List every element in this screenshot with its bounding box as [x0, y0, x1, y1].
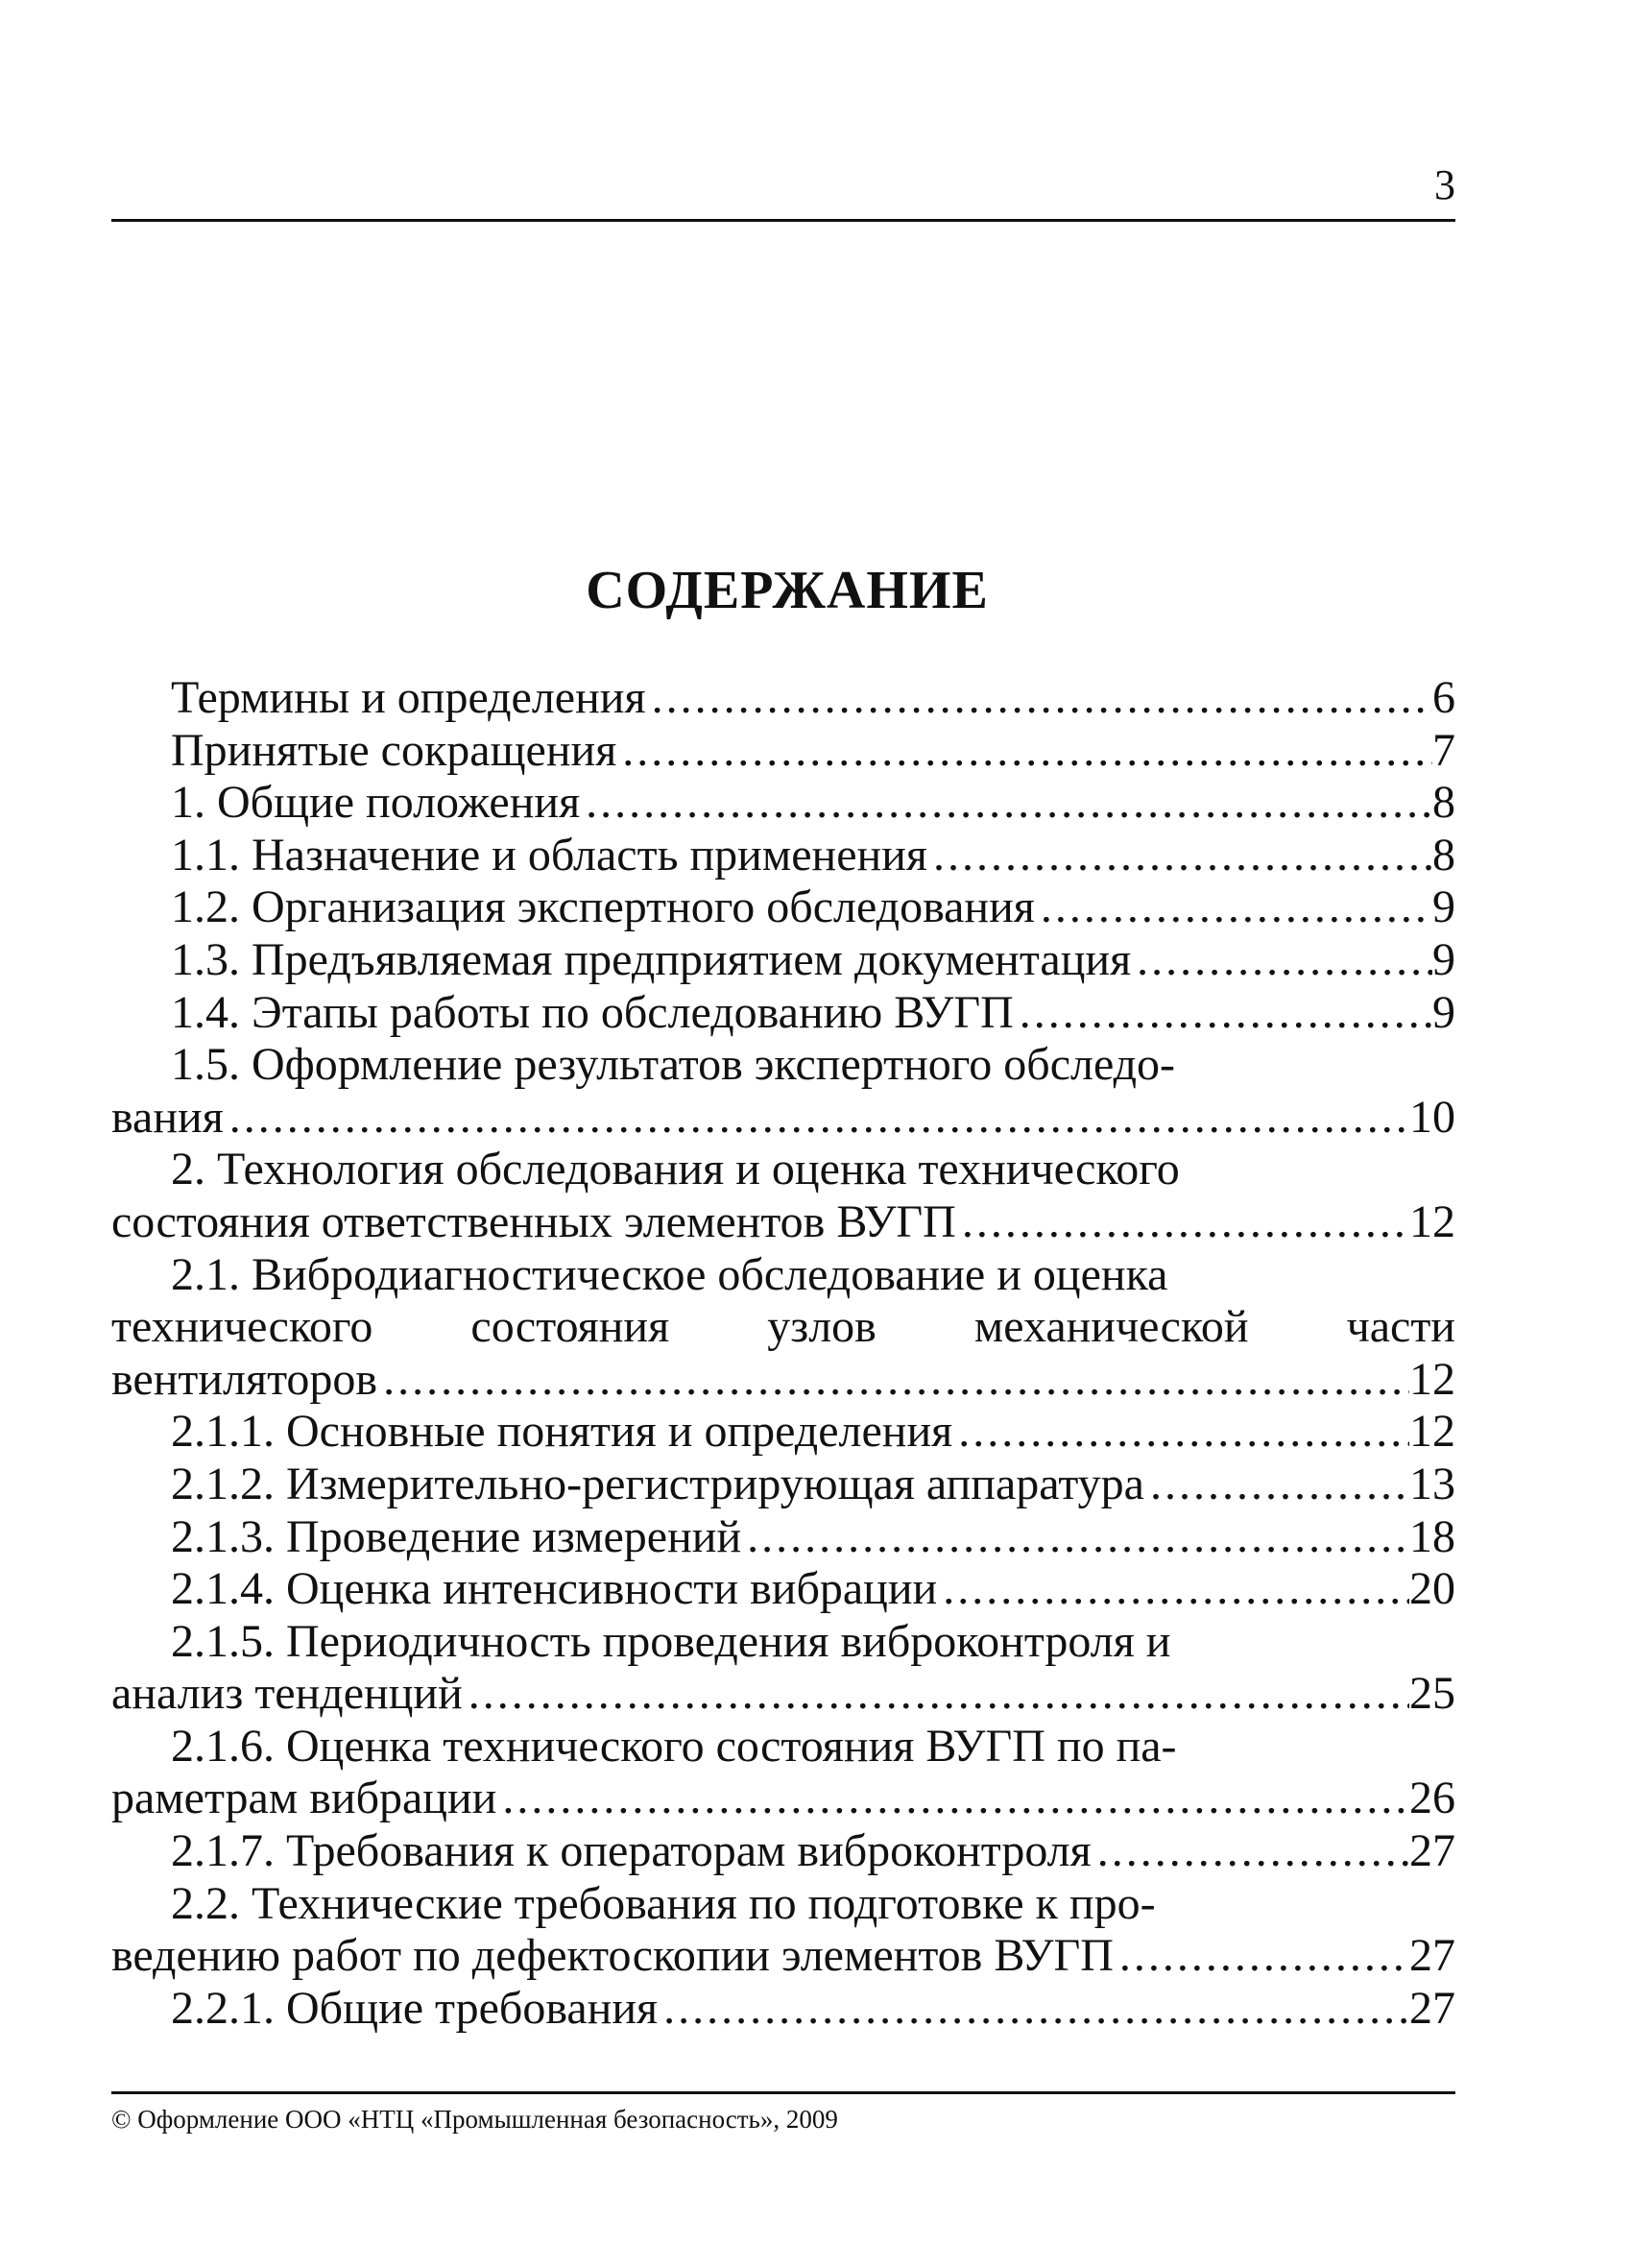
- toc-leader-dots: [377, 1354, 1409, 1407]
- page-title: СОДЕРЖАНИЕ: [586, 561, 989, 620]
- toc-entry[interactable]: [111, 1196, 1455, 1249]
- page-header: [111, 161, 1455, 222]
- toc-leader-dots: [1092, 1825, 1409, 1878]
- toc-leader-dots: [956, 1196, 1409, 1249]
- toc-entry-page: 8: [1432, 777, 1455, 829]
- toc-entry-continued[interactable]: [111, 1616, 1455, 1669]
- toc-entry-text: 2.1. Вибродиагностическое обследование и оценка: [171, 1248, 1168, 1300]
- toc-entry-text: 2.1.5. Периодичность проведения виброконтроля и: [171, 1615, 1171, 1667]
- toc-entry-page: 13: [1409, 1458, 1455, 1509]
- page-footer: [111, 2091, 1455, 2138]
- toc-entry-text: Принятые сокращения: [171, 724, 617, 776]
- toc-entry-page: 6: [1432, 672, 1455, 723]
- toc-entry-page: 20: [1409, 1563, 1455, 1615]
- toc-entry-page: 18: [1409, 1510, 1455, 1562]
- toc-entry-text: 1. Общие положения: [171, 777, 581, 829]
- toc-entry[interactable]: [111, 1773, 1455, 1825]
- toc-entry-text: раметрам вибрации: [111, 1773, 497, 1824]
- toc-entry-text: 2.1.4. Оценка интенсивности вибрации: [171, 1563, 938, 1615]
- toc-leader-dots: [1035, 881, 1432, 934]
- toc-entry[interactable]: [111, 1406, 1455, 1459]
- toc-entry-text: 2. Технология обследования и оценка технического: [171, 1144, 1180, 1195]
- toc-entry[interactable]: [111, 1092, 1455, 1145]
- toc-leader-dots: [927, 830, 1432, 882]
- toc-entry-text: вентиляторов: [111, 1353, 378, 1405]
- toc-entry-continued[interactable]: [111, 1878, 1455, 1931]
- toc-entry-text: ведению работ по дефектоскопии элементов ВУГП: [111, 1930, 1114, 1982]
- toc-entry[interactable]: [111, 1354, 1455, 1407]
- toc-entry-page: 9: [1432, 986, 1455, 1038]
- toc-leader-dots: [952, 1406, 1409, 1459]
- toc-entry-page: 26: [1409, 1773, 1455, 1824]
- toc-entry[interactable]: [111, 987, 1455, 1040]
- toc-entry-text: 2.1.1. Основные понятия и определения: [171, 1406, 953, 1458]
- toc-entry[interactable]: [111, 881, 1455, 934]
- toc-entry-continued[interactable]: [111, 1039, 1455, 1092]
- toc-leader-dots: [224, 1092, 1409, 1145]
- toc-entry[interactable]: [111, 1459, 1455, 1511]
- toc-entry-continued[interactable]: [111, 1301, 1455, 1354]
- toc-entry-page: 27: [1409, 1825, 1455, 1877]
- toc-leader-dots: [1144, 1459, 1409, 1511]
- toc-entry[interactable]: [111, 830, 1455, 882]
- toc-entry-page: 12: [1409, 1195, 1455, 1247]
- toc-entry-page: 9: [1432, 881, 1455, 933]
- toc-entry-text: 2.1.2. Измерительно-регистрирующая аппаратура: [171, 1458, 1144, 1509]
- toc-entry[interactable]: [111, 934, 1455, 987]
- toc-entry-page: 7: [1432, 724, 1455, 776]
- toc-entry-text: состояния ответственных элементов ВУГП: [111, 1195, 956, 1247]
- toc-entry[interactable]: [111, 725, 1455, 778]
- toc-entry-text: 1.5. Оформление результатов экспертного обследо-: [171, 1039, 1176, 1091]
- toc-leader-dots: [1014, 987, 1432, 1040]
- toc-entry-page: 27: [1409, 1982, 1455, 2034]
- toc-entry-text: 2.2.1. Общие требования: [171, 1982, 659, 2034]
- toc-entry[interactable]: [111, 1511, 1455, 1564]
- toc-entry-text: 1.3. Предъявляемая предприятием документация: [171, 933, 1132, 985]
- toc-entry-text: 1.1. Назначение и область применения: [171, 829, 927, 881]
- toc-leader-dots: [658, 1983, 1409, 2036]
- page-number: 3: [1434, 161, 1455, 208]
- toc-entry-page: 27: [1409, 1930, 1455, 1982]
- toc-entry-page: 8: [1432, 829, 1455, 881]
- toc-entry[interactable]: [111, 1930, 1455, 1983]
- toc-entry[interactable]: [111, 672, 1455, 725]
- toc-leader-dots: [580, 777, 1432, 830]
- toc-entry-text: Термины и определения: [171, 672, 646, 723]
- toc-entry-page: 12: [1409, 1406, 1455, 1458]
- toc-entry-text: 2.2. Технические требования по подготовке к про-: [171, 1877, 1156, 1929]
- copyright-notice: © Оформление ООО «НТЦ «Промышленная безопасность», 2009: [111, 2105, 838, 2134]
- toc-entry[interactable]: [111, 777, 1455, 830]
- toc-entry-text: технического состояния узлов механической части: [111, 1301, 1455, 1353]
- toc-entry-page: 25: [1409, 1668, 1455, 1720]
- toc-leader-dots: [616, 725, 1432, 778]
- toc-leader-dots: [646, 672, 1432, 725]
- toc-entry[interactable]: [111, 1825, 1455, 1878]
- toc-entry-page: 10: [1409, 1091, 1455, 1143]
- toc-leader-dots: [741, 1511, 1409, 1564]
- toc-entry-text: 2.1.3. Проведение измерений: [171, 1510, 742, 1562]
- toc-entry[interactable]: [111, 1983, 1455, 2036]
- toc-entry[interactable]: [111, 1668, 1455, 1721]
- toc-leader-dots: [496, 1773, 1409, 1825]
- toc-entry-text: 2.1.7. Требования к операторам виброконтроля: [171, 1825, 1092, 1877]
- toc-entry[interactable]: [111, 1563, 1455, 1616]
- toc-leader-dots: [463, 1668, 1409, 1721]
- toc-leader-dots: [1131, 934, 1432, 987]
- toc-entry-continued[interactable]: [111, 1144, 1455, 1196]
- toc-entry-text: 1.4. Этапы работы по обследованию ВУГП: [171, 986, 1014, 1038]
- table-of-contents: [111, 672, 1455, 2035]
- toc-entry-text: вания: [111, 1091, 224, 1143]
- toc-entry-page: 12: [1409, 1353, 1455, 1405]
- toc-leader-dots: [937, 1563, 1409, 1616]
- toc-entry-continued[interactable]: [111, 1721, 1455, 1773]
- toc-entry-page: 9: [1432, 933, 1455, 985]
- toc-entry-text: 2.1.6. Оценка технического состояния ВУГП по па-: [171, 1720, 1177, 1772]
- toc-entry-continued[interactable]: [111, 1249, 1455, 1302]
- toc-leader-dots: [1114, 1930, 1409, 1983]
- toc-entry-text: анализ тенденций: [111, 1668, 463, 1720]
- toc-entry-text: 1.2. Организация экспертного обследования: [171, 881, 1035, 933]
